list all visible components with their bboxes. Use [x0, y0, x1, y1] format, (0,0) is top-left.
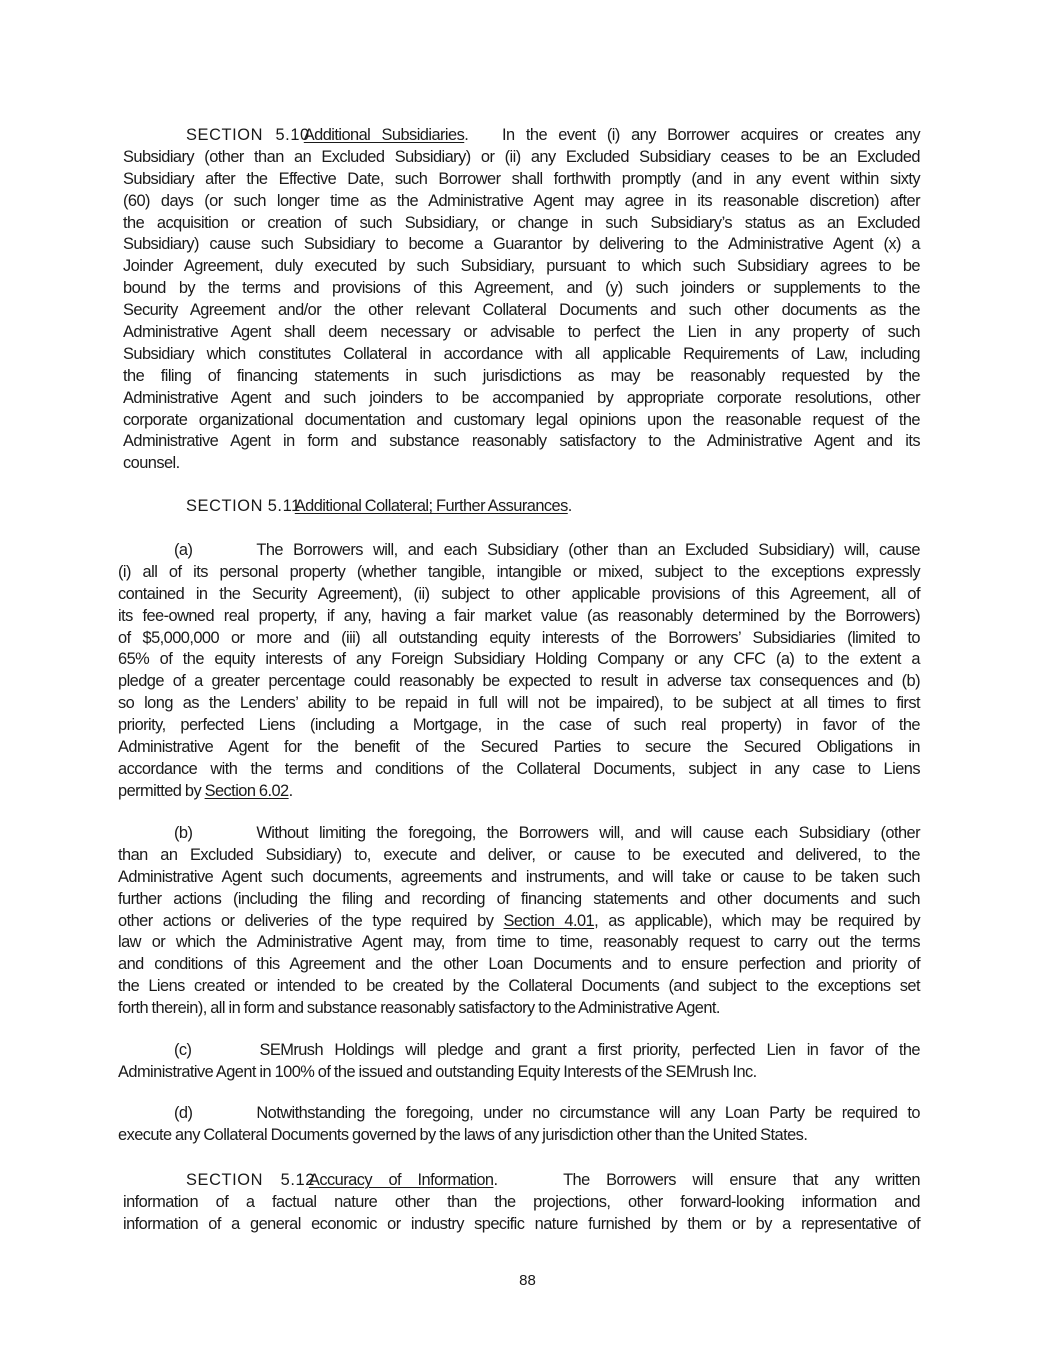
section-6-02-link[interactable]: Section 6.02	[204, 781, 289, 800]
text-line: the filing of financing statements in such jurisdictions as may be reasonably requested by the	[123, 366, 920, 385]
section-number: SECTION 5.10	[186, 126, 310, 144]
section-heading-line: SECTION 5.12Accuracy of Information. The Borrowers will ensure that any written	[186, 1171, 920, 1189]
text-line: Security Agreement and/or the other relevant Collateral Documents and such other documents as the	[123, 301, 920, 320]
text-line: 65% of the equity interests of any Foreign Subsidiary Holding Company or any CFC (a) to the extent a	[118, 650, 920, 669]
text-line: its fee-owned real property, if any, having a fair market value (as reasonably determined by the Borrowers)	[118, 606, 920, 625]
text-line: (60) days (or such longer time as the Administrative Agent may agree in its reasonable discretion) after	[123, 191, 920, 210]
text-line: the Liens created or intended to be created by the Collateral Documents (and subject to the exceptions set	[118, 977, 920, 996]
text-line: contained in the Security Agreement), (ii) subject to other applicable provisions of this Agreement, all of	[118, 584, 920, 603]
section-5-12	[123, 1170, 920, 1236]
text-line: Administrative Agent for the benefit of the Secured Parties to secure the Secured Obligations in	[118, 738, 920, 757]
text-line: Subsidiary which constitutes Collateral in accordance with all applicable Requirements of Law, including	[123, 344, 920, 363]
text-line: forth therein), all in form and substance reasonably satisfactory to the Administrative Agent.	[118, 999, 720, 1018]
section-4-01-link[interactable]: Section 4.01	[503, 911, 595, 930]
section-title: Additional Subsidiaries	[303, 126, 465, 144]
text-line: bound by the terms and provisions of this Agreement, and (y) such joinders or supplements to the	[123, 279, 920, 298]
section-title: Accuracy of Information	[308, 1171, 494, 1189]
paragraph-label: (c)	[174, 1041, 192, 1059]
paragraph-label: (a)	[174, 541, 193, 559]
text-line: the acquisition or creation of such Subsidiary, or change in such Subsidiary’s status as an Excluded	[123, 213, 920, 232]
text-line: counsel.	[123, 454, 180, 473]
text-line: so long as the Lenders’ ability to be repaid in full will not be impaired), to be subject at all times to first	[118, 694, 920, 713]
text-line: accordance with the terms and conditions of the Collateral Documents, subject in any case to Liens	[118, 759, 920, 778]
text-line: and conditions of this Agreement and the other Loan Documents and to ensure perfection and priority of	[118, 955, 920, 974]
section-5-11-heading: SECTION 5.11Additional Collateral; Further Assurances.	[186, 497, 572, 515]
text-line: information of a factual nature other than the projections, other forward-looking information and	[123, 1192, 920, 1211]
paragraph-c	[118, 1040, 920, 1084]
text-line: than an Excluded Subsidiary) to, execute and deliver, or cause to be executed and delivered, to the	[118, 845, 920, 864]
paragraph-label: (b)	[174, 824, 193, 842]
paragraph-first-line: (a) The Borrowers will, and each Subsidiary (other than an Excluded Subsidiary) will, cause	[174, 541, 920, 559]
text-line: In the event (i) any Borrower acquires or creates any	[502, 126, 920, 144]
page-number: 88	[519, 1272, 536, 1289]
section-number: SECTION 5.11	[186, 497, 301, 515]
text-line: (i) all of its personal property (whether tangible, intangible or mixed, subject to the exceptions expressly	[118, 562, 920, 581]
text-line: other actions or deliveries of the type required by Section 4.01, as applicable), which may be required by	[118, 911, 920, 930]
section-number: SECTION 5.12	[186, 1171, 315, 1189]
text-line: Administrative Agent in 100% of the issued and outstanding Equity Interests of the SEMrush Inc.	[118, 1062, 757, 1081]
text-line: information of a general economic or industry specific nature furnished by them or by a representative of	[123, 1214, 920, 1233]
text-line: Subsidiary after the Effective Date, such Borrower shall forthwith promptly (and in any event within sixty	[123, 169, 920, 188]
text-line: further actions (including the filing and recording of financing statements and other documents and such	[118, 889, 920, 908]
section-5-10	[123, 125, 920, 475]
section-title: Additional Collateral; Further Assurances	[294, 497, 568, 515]
paragraph-label: (d)	[174, 1104, 193, 1122]
text-line: permitted by Section 6.02.	[118, 781, 293, 800]
paragraph-a	[118, 540, 920, 803]
text-line: priority, perfected Liens (including a Mortgage, in the case of such real property) in favor of the	[118, 716, 920, 735]
paragraph-first-line: (b) Without limiting the foregoing, the Borrowers will, and will cause each Subsidiary (other	[174, 824, 920, 842]
text-line: Joinder Agreement, duly executed by such Subsidiary, pursuant to which such Subsidiary agrees to be	[123, 257, 920, 276]
text-line: corporate organizational documentation and customary legal opinions upon the reasonable request of the	[123, 410, 920, 429]
text-line: pledge of a greater percentage could reasonably be expected to result in adverse tax consequences and (b)	[118, 672, 920, 691]
text-line: of $5,000,000 or more and (iii) all outstanding equity interests of the Borrowers’ Subsidiaries (limited to	[118, 628, 920, 647]
text-line: execute any Collateral Documents governed by the laws of any jurisdiction other than the United States.	[118, 1125, 808, 1144]
text-line: Administrative Agent shall deem necessary or advisable to perfect the Lien in any property of such	[123, 323, 920, 342]
paragraph-first-line: (c) SEMrush Holdings will pledge and grant a first priority, perfected Lien in favor of the	[174, 1041, 920, 1059]
text-line: law or which the Administrative Agent may, from time to time, reasonably request to carry out the terms	[118, 933, 920, 952]
text-line: Administrative Agent and such joinders to be accompanied by appropriate corporate resolutions, other	[123, 388, 920, 407]
section-heading-line: SECTION 5.10Additional Subsidiaries. In the event (i) any Borrower acquires or creates any	[186, 126, 920, 144]
paragraph-b	[118, 823, 920, 1020]
text-line: Subsidiary) cause such Subsidiary to become a Guarantor by delivering to the Administrative Agent (x) a	[123, 235, 920, 254]
text-line: Administrative Agent such documents, agreements and instruments, and will take or cause to be taken such	[118, 867, 920, 886]
paragraph-d	[118, 1103, 920, 1147]
text-line: Administrative Agent in form and substance reasonably satisfactory to the Administrative Agent and its	[123, 432, 920, 451]
paragraph-first-line: (d) Notwithstanding the foregoing, under no circumstance will any Loan Party be required to	[174, 1104, 920, 1122]
text-line: Subsidiary (other than an Excluded Subsidiary) or (ii) any Excluded Subsidiary ceases to be an Excluded	[123, 147, 920, 166]
